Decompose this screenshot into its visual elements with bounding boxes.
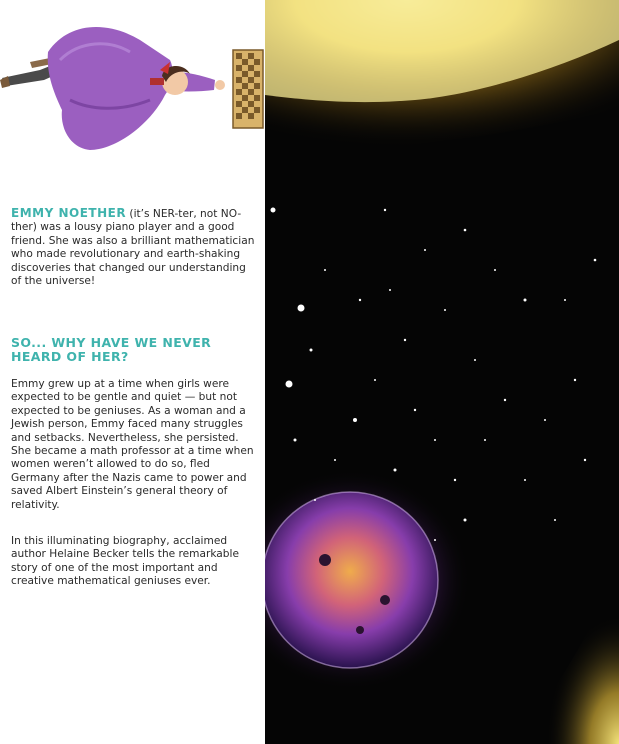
emmy-name: EMMY NOETHER <box>11 206 127 220</box>
body-paragraph-1 <box>11 378 256 512</box>
intro-paragraph <box>11 207 256 288</box>
space-illustration-page <box>265 0 619 744</box>
left-page <box>0 0 265 744</box>
section-heading <box>11 336 256 364</box>
heading-line-1: SO... WHY HAVE WE NEVER <box>11 335 212 350</box>
paragraph-text: In this illuminating biography, acclaimed author Helaine Becker tells the remarkable story of one of the most important and creative mathematical geniuses ever. <box>11 535 239 588</box>
body-paragraph-2 <box>11 535 256 589</box>
emmy-flying-illustration <box>0 0 265 165</box>
galaxy-artwork <box>265 0 619 744</box>
paragraph-text: Emmy grew up at a time when girls were expected to be gentle and quiet — but not expected to be geniuses. As a woman and a Jewish person, Emmy faced many struggles and setbacks. Nevertheless, she persisted. She became a math professor at a time when women weren’t allowed to do so, fled Germany after the Nazis came to power and saved Albert Einstein’s general theory of relativity. <box>11 378 254 511</box>
heading-line-2: HEARD OF HER? <box>11 349 129 364</box>
intro-text: (it’s NER-ter, not NO-ther) was a lousy piano player and a good friend. She was also a brilliant mathematician who made revolutionary and earth-shaking discoveries that changed our understanding of the universe! <box>11 208 255 288</box>
